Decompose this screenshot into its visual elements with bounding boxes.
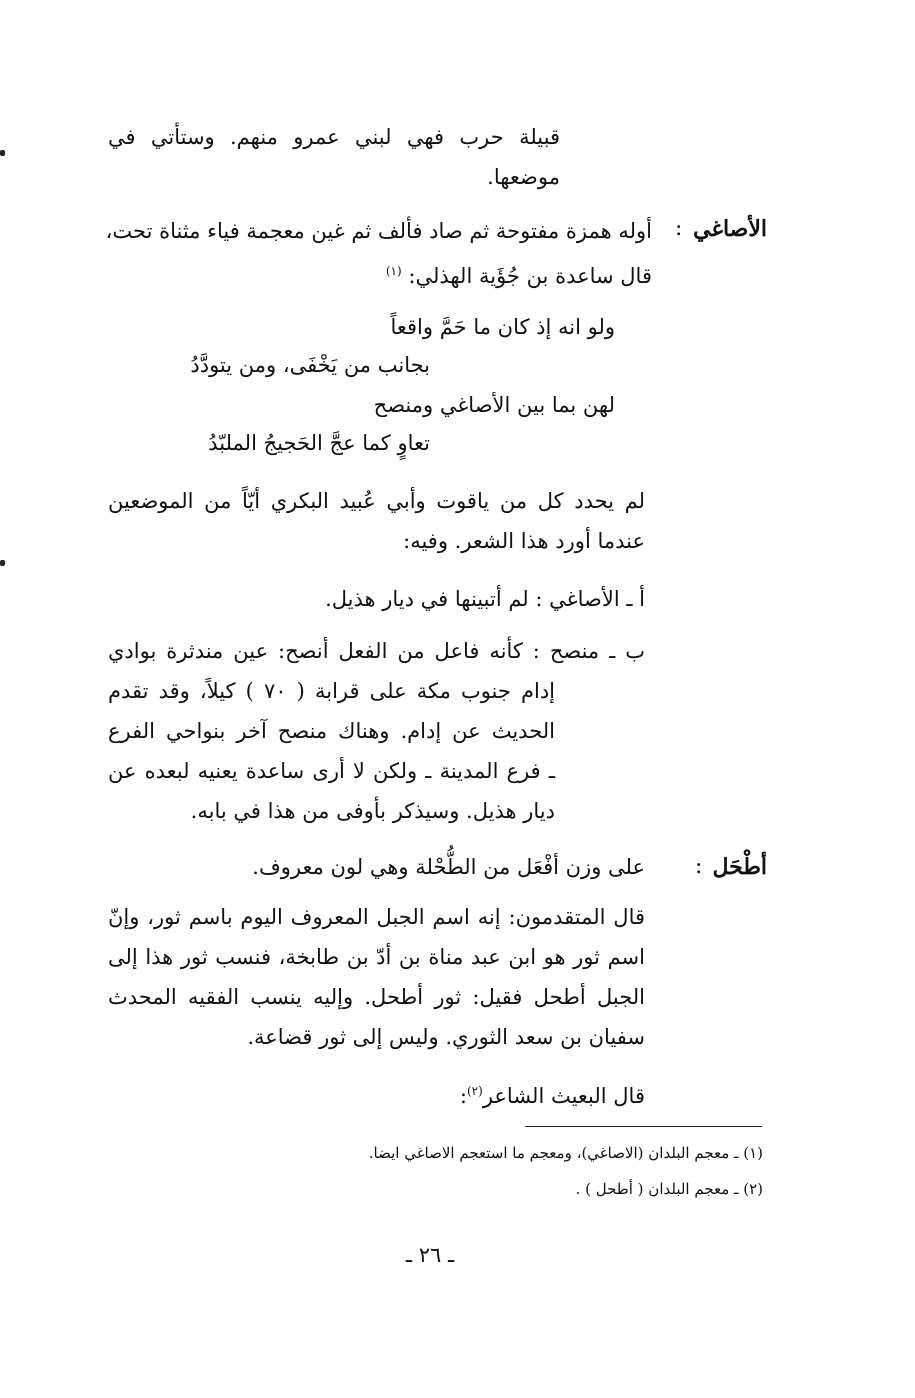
point-b-line-4: ـ فرع المدينة ـ ولكن لا أرى ساعدة يعنيه لبعده عن <box>108 759 555 783</box>
headword-asaghi: الأصاغي <box>693 216 767 242</box>
asaghi-def-line-2 <box>386 256 652 291</box>
footnote-divider <box>525 1126 762 1127</box>
point-b-line-5: ديار هذيل. وسيذكر بأوفى من هذا في بابه. <box>190 799 555 823</box>
point-b-line-1: ب ـ منصح : كأنه فاعل من الفعل أنصح: عين مندثرة بوادي <box>108 639 645 663</box>
poem-line-4: تعاوٍ كما عجَّ الحَجيجُ الملبّدُ <box>208 431 430 455</box>
footnote-ref-2: (٢) <box>466 1084 483 1098</box>
point-b-line-3: الحديث عن إدام. وهناك منصح آخر بنواحي الفرع <box>108 719 555 743</box>
athal-para-line-2: اسم ثور هو ابن عبد مناة بن أدّ بن طابخة، فنسب ثور هذا إلى <box>108 945 645 969</box>
athal-para-line-3: الجبل أطحل فقيل: ثور أطحل. وإليه ينسب الفقيه المحدث <box>108 985 645 1009</box>
athal-quote-intro <box>460 1076 645 1111</box>
footnote-ref-1: (١) <box>385 264 402 278</box>
scan-edge-mark-top <box>0 150 5 156</box>
poem-line-3: لهن بما بين الأصاغي ومنصح <box>373 393 615 417</box>
footnote-1: (١) ـ معجم البلدان (الاصاغي)، ومعجم ما استعجم الاصاغي ايضا. <box>368 1144 763 1162</box>
headword-athal-colon: : <box>695 854 703 879</box>
athal-para-line-1: قال المتقدمون: إنه اسم الجبل المعروف اليوم باسم ثور، وإنّ <box>108 905 645 929</box>
athal-quote-colon: : <box>459 1084 467 1108</box>
poem-line-2: بجانب من يَخْفَى، ومن يتودَّدُ <box>190 353 430 377</box>
page-number: ـ ٢٦ ـ <box>405 1243 455 1267</box>
asaghi-def-line-1: أوله همزة مفتوحة ثم صاد فألف ثم غين معجمة فياء مثناة تحت، <box>105 219 652 243</box>
footnote-2: (٢) ـ معجم البلدان ( أطحل ) . <box>575 1180 763 1198</box>
intro-line-1: قبيلة حرب فهي لبني عمرو منهم. وستأتي في <box>108 125 560 149</box>
point-a: أ ـ الأصاغي : لم أتبينها في ديار هذيل. <box>325 587 645 611</box>
poem-line-1: ولو انه إذ كان ما حَمَّ واقعاً <box>390 315 615 339</box>
asaghi-def-line-2-text: قال ساعدة بن جُؤَية الهذلي: <box>408 264 652 288</box>
headword-athal: أطْحَل <box>712 854 767 880</box>
athal-para-line-4: سفيان بن سعد الثوري. وليس إلى ثور قضاعة. <box>247 1025 645 1049</box>
commentary-line-2: عندما أورد هذا الشعر. وفيه: <box>403 529 645 553</box>
headword-asaghi-colon: : <box>675 216 683 241</box>
athal-quote-intro-text: قال البعيث الشاعر <box>482 1084 645 1108</box>
commentary-line-1: لم يحدد كل من ياقوت وأبي عُبيد البكري أيّاً من الموضعين <box>108 489 645 513</box>
scan-edge-mark-middle <box>0 560 5 566</box>
athal-definition: على وزن أفْعَل من الطُّحْلة وهي لون معروف. <box>252 855 645 879</box>
intro-line-2: موضعها. <box>487 165 560 189</box>
point-b-line-2: إدام جنوب مكة على قرابة ( ٧٠ ) كيلاً، وقد تقدم <box>108 679 556 703</box>
